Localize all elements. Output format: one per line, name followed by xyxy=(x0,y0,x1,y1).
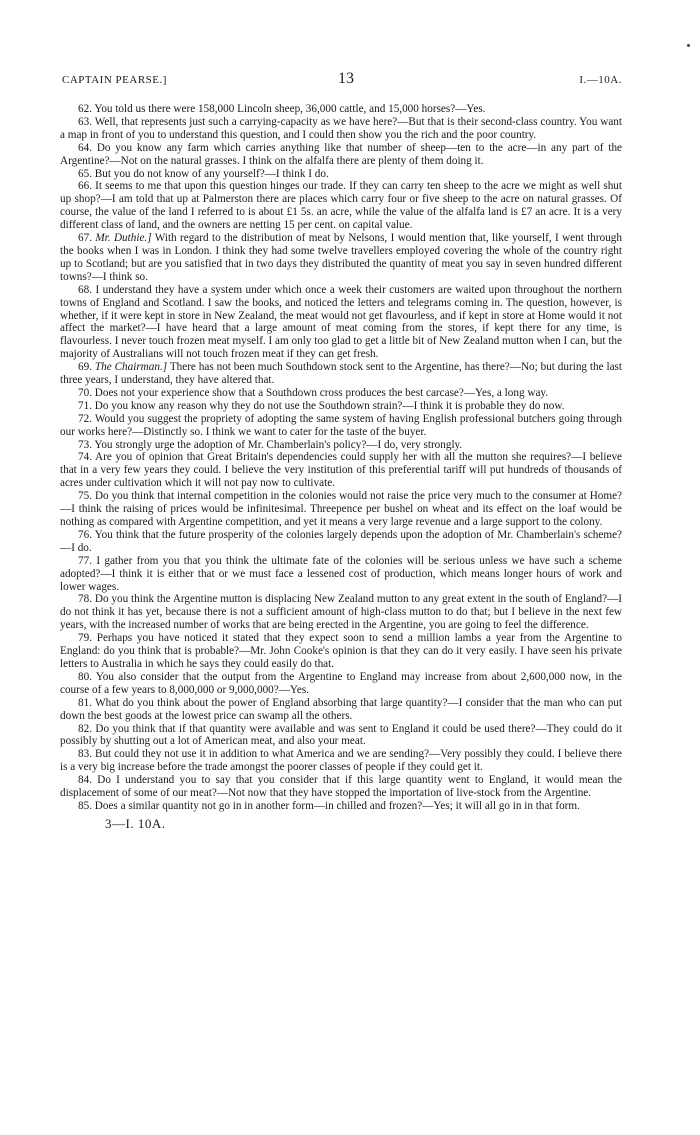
paragraph-text: I understand they have a system under which once a week their customers are waited upon throughout the northern towns of England and Scotland. I saw the books, and noticed the letters and telegrams coming in. The question, however, is whether, if it were kept in store in New Zealand, the meat would not get flavourless, and if kept in store at Home would it not affect the market?—I have heard that a large amount of meat coming from the stores, if kept there for any time, is flavourless. I never touch frozen meat myself. I am only too glad to get a little bit of New Zealand mutton when I can, but the majority of Australians will not touch frozen meat if they can get fresh. xyxy=(60,283,622,361)
paragraph xyxy=(60,142,622,168)
paragraph-text: Would you suggest the propriety of adopting the same system of having English professional butchers going through our works here?—Distinctly so. I think we want to cater for the taste of the buyer. xyxy=(60,412,622,438)
question-number: 78. xyxy=(78,593,92,606)
question-number: 83. xyxy=(78,748,92,761)
question-number: 74. xyxy=(78,451,92,464)
paragraph-text: There has not been much Southdown stock sent to the Argentine, has there?—No; but during the last three years, I understand, they have altered that. xyxy=(60,361,623,387)
paragraph-text: It seems to me that upon this question hinges our trade. If they can carry ten sheep to the acre we might as well shut up shop?—I am told that up at Palmerston there are places which carry four or five sheep to the acre on natural grasses. Of course, the value of the land I referred to is about £1 5s. an acre, while the value of the alfalfa land is £7 an acre. It is a very different class of land, and the owners are netting 15 per cent. on capital value. xyxy=(60,180,622,232)
question-number: 63. xyxy=(78,115,92,128)
paragraph xyxy=(60,439,622,452)
paragraph xyxy=(60,671,622,697)
paragraph-text: You also consider that the output from the Argentine to England may increase from about 2,600,000 now, in the course of a few years to 8,000,000 or 9,000,000?—Yes. xyxy=(60,670,622,696)
paragraph xyxy=(60,168,622,181)
paragraph xyxy=(60,723,622,749)
paragraph-text: Do I understand you to say that you consider that if this large quantity went to England, it would mean the displacement of some of our meat?—Not now that they have stopped the importation of live-stock from the Argentine. xyxy=(60,774,623,800)
question-number: 77. xyxy=(78,554,92,567)
paragraph-text: You told us there were 158,000 Lincoln sheep, 36,000 cattle, and 15,000 horses?—Yes. xyxy=(94,103,486,115)
paragraph-text: Well, that represents just such a carrying-capacity as we have here?—But that is their second-class country. You want a map in front of you to understand this question, and I could then show you the rich and the poor country. xyxy=(60,115,622,141)
paragraph-text: Does not your experience show that a Southdown cross produces the best carcase?—Yes, a long way. xyxy=(94,386,549,399)
paragraph xyxy=(60,232,622,284)
question-number: 76. xyxy=(78,528,92,541)
question-number: 67. xyxy=(78,232,92,245)
signature-mark: 3—I. 10A. xyxy=(105,815,166,831)
question-number: 64. xyxy=(78,141,92,154)
paragraph xyxy=(60,103,622,116)
paragraph xyxy=(60,593,622,632)
paragraph xyxy=(60,284,622,361)
question-number: 71. xyxy=(78,399,92,412)
question-number: 81. xyxy=(78,696,92,709)
document-page xyxy=(60,70,622,832)
question-number: 66. xyxy=(78,180,92,193)
question-number: 80. xyxy=(78,670,92,683)
paragraph-text: Do you know any reason why they do not use the Southdown strain?—I think it is probable they do now. xyxy=(94,399,565,412)
paragraph xyxy=(60,400,622,413)
margin-mark xyxy=(687,44,690,47)
header-paper-ref: I.—10A. xyxy=(579,74,622,86)
question-number: 69. xyxy=(78,361,92,374)
paragraph-text: Perhaps you have noticed it stated that they expect soon to send a million lambs a year from the Argentine to England: do you think that is probable?—Mr. John Cooke's opinion is that they can do it very easily. I have seen his private letters to Australia in which he says they could easily do that. xyxy=(60,632,623,670)
paragraph-text: What do you think about the power of England absorbing that large quantity?—I consider that the man who can put down the best goods at the lowest price can swamp all the others. xyxy=(60,696,622,722)
paragraph-text: I gather from you that you think the ultimate fate of the colonies will be serious unless we have such a scheme adopted?—I think it is either that or we must face a lessened cost of production, which means longer hours of work and lower wages. xyxy=(60,554,622,593)
question-number: 84. xyxy=(78,774,92,787)
document-body xyxy=(60,103,622,813)
question-number: 73. xyxy=(78,438,92,451)
paragraph xyxy=(60,361,622,387)
question-number: 82. xyxy=(78,722,92,735)
speaker-label: Mr. Duthie.] xyxy=(95,232,152,245)
question-number: 68. xyxy=(78,283,92,296)
paragraph-text: You think that the future prosperity of the colonies largely depends upon the adoption of Mr. Chamberlain's scheme?—I do. xyxy=(60,528,622,554)
paragraph-text: Do you think the Argentine mutton is displacing New Zealand mutton to any great extent in the south of England?—I do not think it has yet, because there is not a sufficient amount of high-class mutton to do that; but I believe in the next few years, with the increased number of works that are being erected in the Argentine, you are going to feel the difference. xyxy=(60,593,623,632)
question-number: 75. xyxy=(78,490,92,503)
paragraph-text: Are you of opinion that Great Britain's dependencies could supply her with all the mutton she requires?—I believe that in a very few years they could. I believe the very institution of this preferential tariff will put hundreds of thousands of acres under cultivation which it will not pay now to cultivate. xyxy=(60,451,622,490)
paragraph-text: Do you know any farm which carries anything like that number of sheep—ten to the acre—in any part of the Argentine?—Not on the natural grasses. I think on the alfalfa there are plenty of them doing it. xyxy=(60,141,622,167)
paragraph-text: Does a similar quantity not go in in another form—in chilled and frozen?—Yes; it will all go in in that form. xyxy=(94,799,580,812)
paragraph xyxy=(60,413,622,439)
paragraph xyxy=(60,180,622,232)
paragraph xyxy=(60,697,622,723)
paragraph-text: Do you think that if that quantity were available and was sent to England it could be used there?—They could do it possibly by shutting out a lot of American meat, and also your meat. xyxy=(60,722,623,748)
question-number: 79. xyxy=(78,632,92,645)
question-number: 65. xyxy=(78,167,92,180)
paragraph xyxy=(60,387,622,400)
paragraph xyxy=(60,529,622,555)
paragraph-text: Do you think that internal competition in the colonies would not raise the price very much to the consumer at Home?—I think the raising of prices would be infinitesimal. Threepence per bushel on wheat and its effect on the loaf would be nothing as compared with Argentine competition, and yet it means a very large revenue and a large support to the colony. xyxy=(60,490,622,528)
question-number: 62. xyxy=(78,103,92,115)
paragraph-text: But you do not know of any yourself?—I think I do. xyxy=(94,167,329,180)
paragraph-text: You strongly urge the adoption of Mr. Chamberlain's policy?—I do, very strongly. xyxy=(94,438,463,451)
paragraph-text: With regard to the distribution of meat by Nelsons, I would mention that, like yourself, I went through the books when I was in London. I think they had some twelve travellers employed covering the whole of the country right up to Scotland; but are you satisfied that in two days they distributed the quantity of meat you say in seven hundred different towns?—I think so. xyxy=(60,232,622,283)
paragraph xyxy=(60,800,622,813)
paragraph xyxy=(60,451,622,490)
paragraph xyxy=(60,774,622,800)
paragraph xyxy=(60,748,622,774)
paragraph xyxy=(60,555,622,594)
paragraph xyxy=(60,632,622,671)
paragraph-text: But could they not use it in addition to what America and we are sending?—Very possibly they could. I believe there is a very big increase before the trade amongst the poorer classes of people if they could get it. xyxy=(60,748,623,774)
question-number: 72. xyxy=(78,412,92,425)
paragraph xyxy=(60,490,622,529)
header-witness: CAPTAIN PEARSE.] xyxy=(62,74,167,86)
page-header xyxy=(60,70,622,90)
page-number: 13 xyxy=(338,70,354,87)
paragraph xyxy=(60,116,622,142)
speaker-label: The Chairman.] xyxy=(94,361,168,374)
question-number: 85. xyxy=(78,799,92,812)
question-number: 70. xyxy=(78,386,92,399)
